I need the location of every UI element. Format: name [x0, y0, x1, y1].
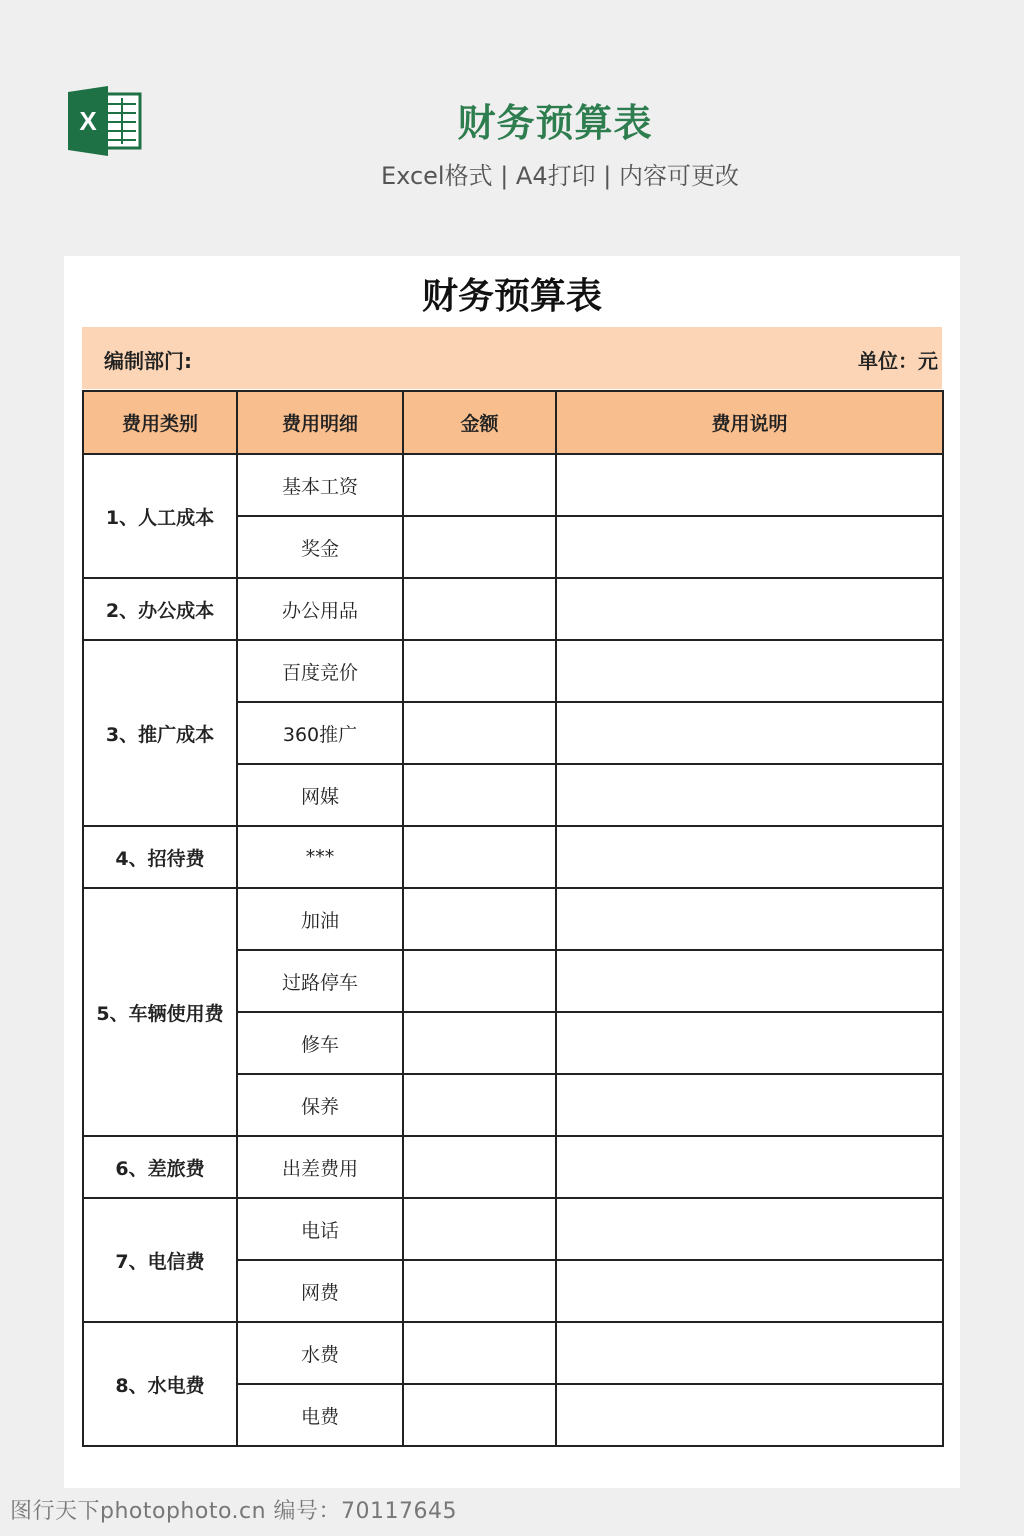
description-cell[interactable]: [556, 888, 943, 950]
description-cell[interactable]: [556, 1012, 943, 1074]
category-cell: 8、水电费: [83, 1322, 237, 1446]
column-header-amount: 金额: [403, 391, 556, 454]
table-row: [83, 888, 943, 950]
detail-cell: 网媒: [237, 764, 403, 826]
detail-cell: 水费: [237, 1322, 403, 1384]
table-header-row: [83, 391, 943, 454]
amount-cell[interactable]: [403, 888, 556, 950]
description-cell[interactable]: [556, 1074, 943, 1136]
description-cell[interactable]: [556, 826, 943, 888]
amount-cell[interactable]: [403, 1074, 556, 1136]
amount-cell[interactable]: [403, 1012, 556, 1074]
detail-cell: 360推广: [237, 702, 403, 764]
amount-cell[interactable]: [403, 764, 556, 826]
category-cell: 4、招待费: [83, 826, 237, 888]
description-cell[interactable]: [556, 950, 943, 1012]
table-row: [83, 640, 943, 702]
description-cell[interactable]: [556, 516, 943, 578]
detail-cell: 办公用品: [237, 578, 403, 640]
detail-cell: 电话: [237, 1198, 403, 1260]
detail-cell: 加油: [237, 888, 403, 950]
watermark: 图行天下photophoto.cn 编号：70117645: [10, 1499, 458, 1524]
detail-cell: 修车: [237, 1012, 403, 1074]
department-label: 编制部门:: [104, 349, 192, 373]
table-row: [83, 1198, 943, 1260]
detail-cell: 百度竞价: [237, 640, 403, 702]
description-cell[interactable]: [556, 1384, 943, 1446]
table-row: [83, 1322, 943, 1384]
detail-cell: 过路停车: [237, 950, 403, 1012]
amount-cell[interactable]: [403, 702, 556, 764]
column-header-detail: 费用明细: [237, 391, 403, 454]
unit-label: 单位：元: [858, 349, 938, 373]
description-cell[interactable]: [556, 702, 943, 764]
amount-cell[interactable]: [403, 1136, 556, 1198]
description-cell[interactable]: [556, 454, 943, 516]
category-cell: 2、办公成本: [83, 578, 237, 640]
amount-cell[interactable]: [403, 454, 556, 516]
header-title: 财务预算表: [457, 101, 653, 145]
detail-cell: 奖金: [237, 516, 403, 578]
table-row: [83, 454, 943, 516]
column-header-category: 费用类别: [83, 391, 237, 454]
column-header-description: 费用说明: [556, 391, 943, 454]
budget-table-body: [83, 454, 943, 1446]
excel-logo-letter: X: [79, 106, 97, 136]
table-row: [83, 1136, 943, 1198]
detail-cell: 网费: [237, 1260, 403, 1322]
amount-cell[interactable]: [403, 516, 556, 578]
amount-cell[interactable]: [403, 1198, 556, 1260]
detail-cell: 电费: [237, 1384, 403, 1446]
description-cell[interactable]: [556, 640, 943, 702]
info-bar: [82, 327, 942, 389]
detail-cell: 出差费用: [237, 1136, 403, 1198]
table-row: [83, 578, 943, 640]
amount-cell[interactable]: [403, 1384, 556, 1446]
detail-cell: 基本工资: [237, 454, 403, 516]
header-subtitle: Excel格式 | A4打印 | 内容可更改: [381, 162, 739, 190]
detail-cell: ***: [237, 826, 403, 888]
amount-cell[interactable]: [403, 1322, 556, 1384]
sheet-title: 财务预算表: [421, 276, 602, 317]
category-cell: 6、差旅费: [83, 1136, 237, 1198]
category-cell: 5、车辆使用费: [83, 888, 237, 1136]
amount-cell[interactable]: [403, 1260, 556, 1322]
category-cell: 3、推广成本: [83, 640, 237, 826]
category-cell: 7、电信费: [83, 1198, 237, 1322]
amount-cell[interactable]: [403, 578, 556, 640]
description-cell[interactable]: [556, 1260, 943, 1322]
detail-cell: 保养: [237, 1074, 403, 1136]
budget-table: [82, 390, 944, 1447]
amount-cell[interactable]: [403, 950, 556, 1012]
description-cell[interactable]: [556, 1322, 943, 1384]
amount-cell[interactable]: [403, 826, 556, 888]
description-cell[interactable]: [556, 1198, 943, 1260]
description-cell[interactable]: [556, 1136, 943, 1198]
table-row: [83, 826, 943, 888]
description-cell[interactable]: [556, 764, 943, 826]
category-cell: 1、人工成本: [83, 454, 237, 578]
excel-icon: [68, 86, 142, 156]
amount-cell[interactable]: [403, 640, 556, 702]
description-cell[interactable]: [556, 578, 943, 640]
